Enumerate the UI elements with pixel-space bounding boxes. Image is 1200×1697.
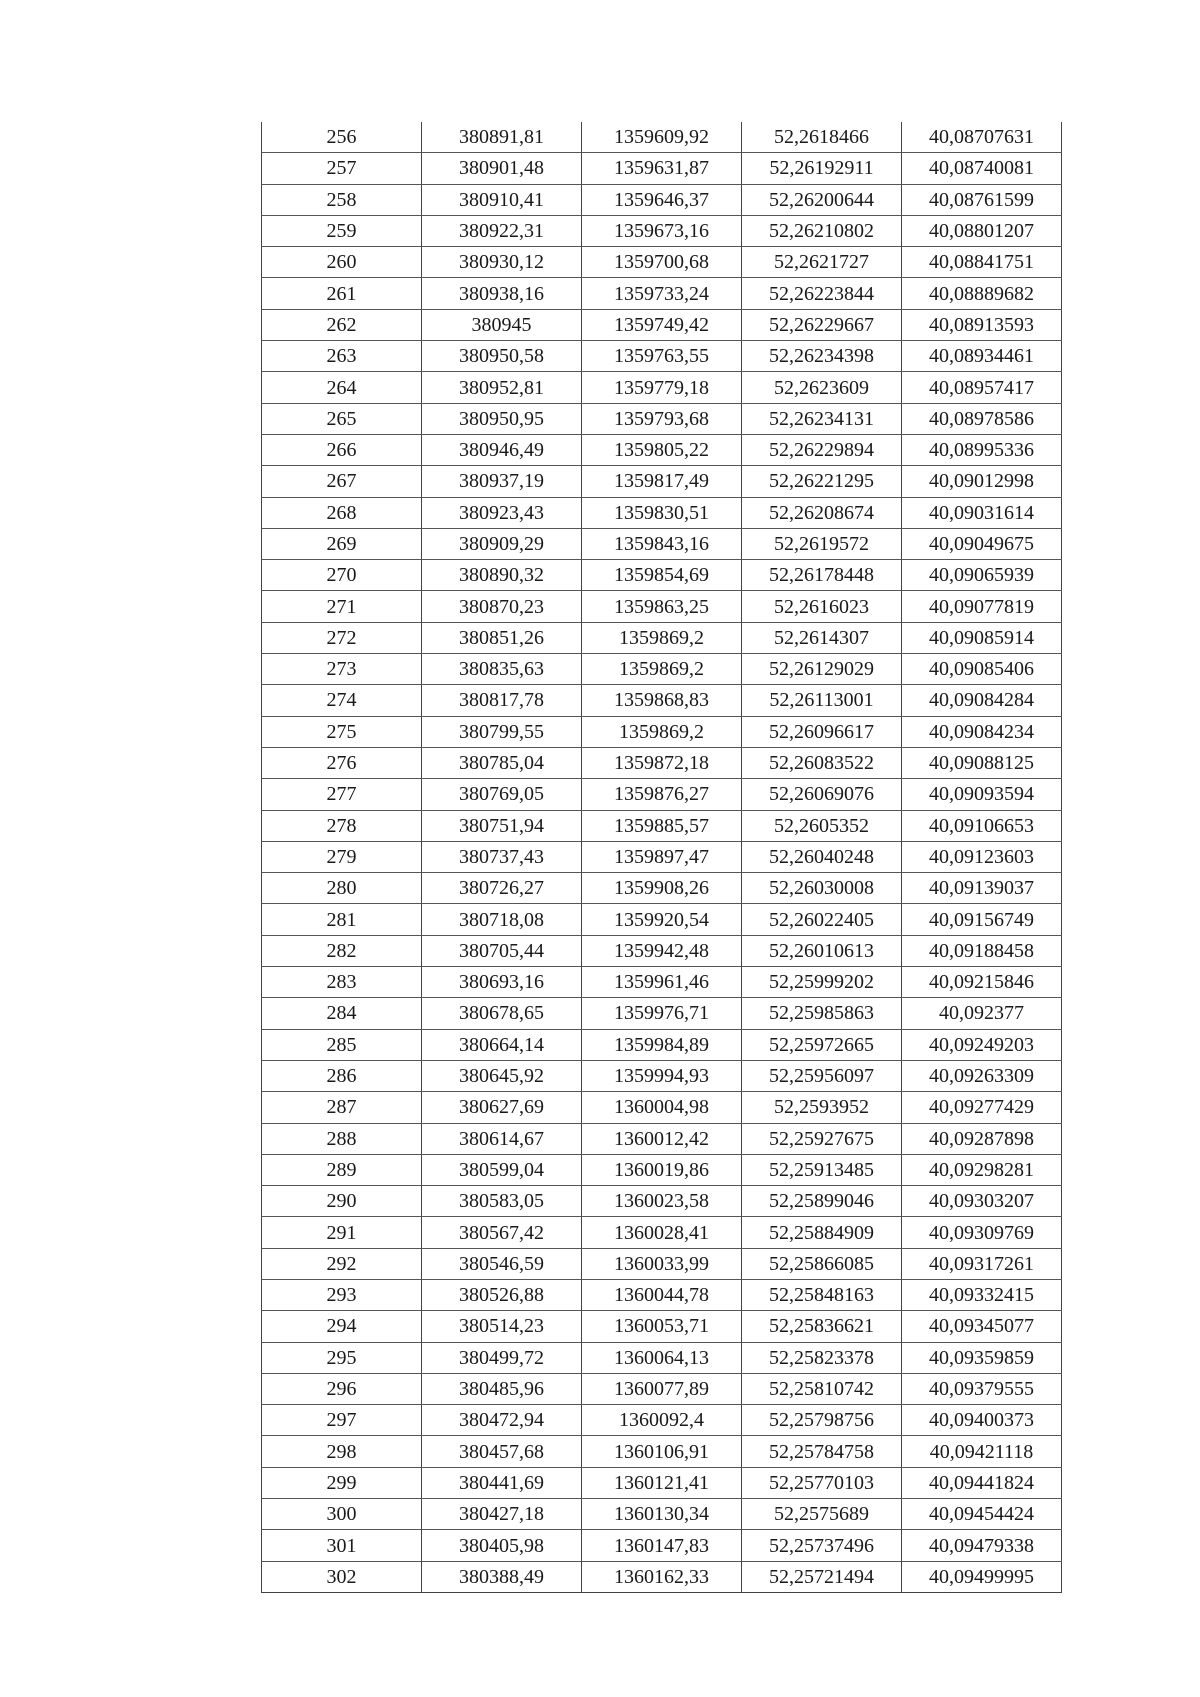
longitude-cell: 40,09400373 bbox=[902, 1405, 1062, 1436]
latitude-cell: 52,25836621 bbox=[742, 1311, 902, 1342]
table-row bbox=[262, 1499, 1062, 1530]
y-coordinate-cell: 1359854,69 bbox=[582, 560, 742, 591]
table-row bbox=[262, 1342, 1062, 1373]
table-row bbox=[262, 841, 1062, 872]
y-coordinate-cell: 1360130,34 bbox=[582, 1499, 742, 1530]
latitude-cell: 52,2618466 bbox=[742, 122, 902, 153]
table-row bbox=[262, 1561, 1062, 1592]
y-coordinate-cell: 1359609,92 bbox=[582, 122, 742, 153]
x-coordinate-cell: 380583,05 bbox=[422, 1186, 582, 1217]
longitude-cell: 40,09421118 bbox=[902, 1436, 1062, 1467]
y-coordinate-cell: 1359869,2 bbox=[582, 654, 742, 685]
latitude-cell: 52,26010613 bbox=[742, 935, 902, 966]
table-row bbox=[262, 873, 1062, 904]
y-coordinate-cell: 1360012,42 bbox=[582, 1123, 742, 1154]
longitude-cell: 40,09499995 bbox=[902, 1561, 1062, 1592]
table-row bbox=[262, 935, 1062, 966]
x-coordinate-cell: 380952,81 bbox=[422, 372, 582, 403]
latitude-cell: 52,25784758 bbox=[742, 1436, 902, 1467]
x-coordinate-cell: 380930,12 bbox=[422, 247, 582, 278]
y-coordinate-cell: 1359779,18 bbox=[582, 372, 742, 403]
latitude-cell: 52,25823378 bbox=[742, 1342, 902, 1373]
table-row bbox=[262, 747, 1062, 778]
latitude-cell: 52,2616023 bbox=[742, 591, 902, 622]
latitude-cell: 52,26229667 bbox=[742, 309, 902, 340]
table-row bbox=[262, 247, 1062, 278]
longitude-cell: 40,09215846 bbox=[902, 967, 1062, 998]
table-row bbox=[262, 403, 1062, 434]
y-coordinate-cell: 1359984,89 bbox=[582, 1029, 742, 1060]
longitude-cell: 40,08740081 bbox=[902, 153, 1062, 184]
point-number-cell: 277 bbox=[262, 779, 422, 810]
y-coordinate-cell: 1359897,47 bbox=[582, 841, 742, 872]
table-row bbox=[262, 215, 1062, 246]
y-coordinate-cell: 1359994,93 bbox=[582, 1060, 742, 1091]
y-coordinate-cell: 1360162,33 bbox=[582, 1561, 742, 1592]
longitude-cell: 40,09249203 bbox=[902, 1029, 1062, 1060]
point-number-cell: 281 bbox=[262, 904, 422, 935]
x-coordinate-cell: 380718,08 bbox=[422, 904, 582, 935]
latitude-cell: 52,26192911 bbox=[742, 153, 902, 184]
longitude-cell: 40,09123603 bbox=[902, 841, 1062, 872]
latitude-cell: 52,25927675 bbox=[742, 1123, 902, 1154]
point-number-cell: 260 bbox=[262, 247, 422, 278]
x-coordinate-cell: 380485,96 bbox=[422, 1373, 582, 1404]
point-number-cell: 261 bbox=[262, 278, 422, 309]
longitude-cell: 40,09441824 bbox=[902, 1467, 1062, 1498]
table-row bbox=[262, 685, 1062, 716]
x-coordinate-cell: 380664,14 bbox=[422, 1029, 582, 1060]
latitude-cell: 52,25737496 bbox=[742, 1530, 902, 1561]
point-number-cell: 274 bbox=[262, 685, 422, 716]
longitude-cell: 40,09479338 bbox=[902, 1530, 1062, 1561]
latitude-cell: 52,2623609 bbox=[742, 372, 902, 403]
x-coordinate-cell: 380693,16 bbox=[422, 967, 582, 998]
latitude-cell: 52,25798756 bbox=[742, 1405, 902, 1436]
longitude-cell: 40,092377 bbox=[902, 998, 1062, 1029]
point-number-cell: 295 bbox=[262, 1342, 422, 1373]
x-coordinate-cell: 380472,94 bbox=[422, 1405, 582, 1436]
table-row bbox=[262, 341, 1062, 372]
x-coordinate-cell: 380835,63 bbox=[422, 654, 582, 685]
y-coordinate-cell: 1359733,24 bbox=[582, 278, 742, 309]
y-coordinate-cell: 1359830,51 bbox=[582, 497, 742, 528]
point-number-cell: 266 bbox=[262, 434, 422, 465]
table-row bbox=[262, 1186, 1062, 1217]
y-coordinate-cell: 1359961,46 bbox=[582, 967, 742, 998]
table-row bbox=[262, 1530, 1062, 1561]
longitude-cell: 40,09188458 bbox=[902, 935, 1062, 966]
x-coordinate-cell: 380817,78 bbox=[422, 685, 582, 716]
x-coordinate-cell: 380950,95 bbox=[422, 403, 582, 434]
longitude-cell: 40,09298281 bbox=[902, 1154, 1062, 1185]
latitude-cell: 52,25848163 bbox=[742, 1279, 902, 1310]
y-coordinate-cell: 1359843,16 bbox=[582, 528, 742, 559]
table-row bbox=[262, 278, 1062, 309]
x-coordinate-cell: 380457,68 bbox=[422, 1436, 582, 1467]
latitude-cell: 52,2593952 bbox=[742, 1092, 902, 1123]
longitude-cell: 40,09085406 bbox=[902, 654, 1062, 685]
latitude-cell: 52,26221295 bbox=[742, 466, 902, 497]
x-coordinate-cell: 380726,27 bbox=[422, 873, 582, 904]
x-coordinate-cell: 380851,26 bbox=[422, 622, 582, 653]
coordinates-table bbox=[261, 122, 1062, 1593]
point-number-cell: 286 bbox=[262, 1060, 422, 1091]
longitude-cell: 40,08957417 bbox=[902, 372, 1062, 403]
latitude-cell: 52,26223844 bbox=[742, 278, 902, 309]
table-row bbox=[262, 372, 1062, 403]
table-row bbox=[262, 1029, 1062, 1060]
latitude-cell: 52,25999202 bbox=[742, 967, 902, 998]
longitude-cell: 40,08934461 bbox=[902, 341, 1062, 372]
y-coordinate-cell: 1359868,83 bbox=[582, 685, 742, 716]
y-coordinate-cell: 1359817,49 bbox=[582, 466, 742, 497]
longitude-cell: 40,09332415 bbox=[902, 1279, 1062, 1310]
point-number-cell: 275 bbox=[262, 716, 422, 747]
longitude-cell: 40,09454424 bbox=[902, 1499, 1062, 1530]
longitude-cell: 40,08761599 bbox=[902, 184, 1062, 215]
latitude-cell: 52,26208674 bbox=[742, 497, 902, 528]
point-number-cell: 265 bbox=[262, 403, 422, 434]
x-coordinate-cell: 380909,29 bbox=[422, 528, 582, 559]
latitude-cell: 52,26040248 bbox=[742, 841, 902, 872]
longitude-cell: 40,09085914 bbox=[902, 622, 1062, 653]
point-number-cell: 263 bbox=[262, 341, 422, 372]
y-coordinate-cell: 1360106,91 bbox=[582, 1436, 742, 1467]
latitude-cell: 52,26030008 bbox=[742, 873, 902, 904]
point-number-cell: 289 bbox=[262, 1154, 422, 1185]
x-coordinate-cell: 380870,23 bbox=[422, 591, 582, 622]
x-coordinate-cell: 380499,72 bbox=[422, 1342, 582, 1373]
table-row bbox=[262, 1123, 1062, 1154]
x-coordinate-cell: 380769,05 bbox=[422, 779, 582, 810]
x-coordinate-cell: 380645,92 bbox=[422, 1060, 582, 1091]
table-row bbox=[262, 1436, 1062, 1467]
table-row bbox=[262, 528, 1062, 559]
latitude-cell: 52,25770103 bbox=[742, 1467, 902, 1498]
point-number-cell: 287 bbox=[262, 1092, 422, 1123]
latitude-cell: 52,26113001 bbox=[742, 685, 902, 716]
latitude-cell: 52,26234131 bbox=[742, 403, 902, 434]
y-coordinate-cell: 1360004,98 bbox=[582, 1092, 742, 1123]
x-coordinate-cell: 380922,31 bbox=[422, 215, 582, 246]
x-coordinate-cell: 380405,98 bbox=[422, 1530, 582, 1561]
longitude-cell: 40,09093594 bbox=[902, 779, 1062, 810]
y-coordinate-cell: 1359863,25 bbox=[582, 591, 742, 622]
longitude-cell: 40,09012998 bbox=[902, 466, 1062, 497]
table-row bbox=[262, 1279, 1062, 1310]
x-coordinate-cell: 380567,42 bbox=[422, 1217, 582, 1248]
longitude-cell: 40,09277429 bbox=[902, 1092, 1062, 1123]
table-row bbox=[262, 1311, 1062, 1342]
y-coordinate-cell: 1359631,87 bbox=[582, 153, 742, 184]
table-row bbox=[262, 779, 1062, 810]
point-number-cell: 269 bbox=[262, 528, 422, 559]
longitude-cell: 40,09309769 bbox=[902, 1217, 1062, 1248]
table-row bbox=[262, 998, 1062, 1029]
x-coordinate-cell: 380599,04 bbox=[422, 1154, 582, 1185]
point-number-cell: 276 bbox=[262, 747, 422, 778]
point-number-cell: 285 bbox=[262, 1029, 422, 1060]
longitude-cell: 40,08841751 bbox=[902, 247, 1062, 278]
point-number-cell: 283 bbox=[262, 967, 422, 998]
longitude-cell: 40,09049675 bbox=[902, 528, 1062, 559]
table-row bbox=[262, 967, 1062, 998]
longitude-cell: 40,09263309 bbox=[902, 1060, 1062, 1091]
y-coordinate-cell: 1359673,16 bbox=[582, 215, 742, 246]
point-number-cell: 294 bbox=[262, 1311, 422, 1342]
longitude-cell: 40,09084284 bbox=[902, 685, 1062, 716]
longitude-cell: 40,09088125 bbox=[902, 747, 1062, 778]
point-number-cell: 267 bbox=[262, 466, 422, 497]
latitude-cell: 52,26200644 bbox=[742, 184, 902, 215]
y-coordinate-cell: 1359872,18 bbox=[582, 747, 742, 778]
y-coordinate-cell: 1359646,37 bbox=[582, 184, 742, 215]
y-coordinate-cell: 1359908,26 bbox=[582, 873, 742, 904]
longitude-cell: 40,09287898 bbox=[902, 1123, 1062, 1154]
longitude-cell: 40,08707631 bbox=[902, 122, 1062, 153]
latitude-cell: 52,25899046 bbox=[742, 1186, 902, 1217]
x-coordinate-cell: 380799,55 bbox=[422, 716, 582, 747]
latitude-cell: 52,25866085 bbox=[742, 1248, 902, 1279]
table-row bbox=[262, 1467, 1062, 1498]
table-row bbox=[262, 122, 1062, 153]
latitude-cell: 52,25810742 bbox=[742, 1373, 902, 1404]
x-coordinate-cell: 380946,49 bbox=[422, 434, 582, 465]
y-coordinate-cell: 1360028,41 bbox=[582, 1217, 742, 1248]
x-coordinate-cell: 380923,43 bbox=[422, 497, 582, 528]
y-coordinate-cell: 1360077,89 bbox=[582, 1373, 742, 1404]
point-number-cell: 270 bbox=[262, 560, 422, 591]
latitude-cell: 52,26129029 bbox=[742, 654, 902, 685]
point-number-cell: 300 bbox=[262, 1499, 422, 1530]
latitude-cell: 52,26083522 bbox=[742, 747, 902, 778]
table-row bbox=[262, 904, 1062, 935]
y-coordinate-cell: 1359793,68 bbox=[582, 403, 742, 434]
x-coordinate-cell: 380678,65 bbox=[422, 998, 582, 1029]
y-coordinate-cell: 1359869,2 bbox=[582, 622, 742, 653]
longitude-cell: 40,09345077 bbox=[902, 1311, 1062, 1342]
point-number-cell: 259 bbox=[262, 215, 422, 246]
latitude-cell: 52,26210802 bbox=[742, 215, 902, 246]
point-number-cell: 288 bbox=[262, 1123, 422, 1154]
point-number-cell: 282 bbox=[262, 935, 422, 966]
table-row bbox=[262, 591, 1062, 622]
y-coordinate-cell: 1359749,42 bbox=[582, 309, 742, 340]
y-coordinate-cell: 1360023,58 bbox=[582, 1186, 742, 1217]
table-row bbox=[262, 1217, 1062, 1248]
point-number-cell: 271 bbox=[262, 591, 422, 622]
point-number-cell: 268 bbox=[262, 497, 422, 528]
table-row bbox=[262, 153, 1062, 184]
y-coordinate-cell: 1360044,78 bbox=[582, 1279, 742, 1310]
latitude-cell: 52,25972665 bbox=[742, 1029, 902, 1060]
latitude-cell: 52,26234398 bbox=[742, 341, 902, 372]
longitude-cell: 40,08889682 bbox=[902, 278, 1062, 309]
point-number-cell: 296 bbox=[262, 1373, 422, 1404]
latitude-cell: 52,26096617 bbox=[742, 716, 902, 747]
point-number-cell: 298 bbox=[262, 1436, 422, 1467]
table-row bbox=[262, 654, 1062, 685]
y-coordinate-cell: 1360033,99 bbox=[582, 1248, 742, 1279]
x-coordinate-cell: 380526,88 bbox=[422, 1279, 582, 1310]
latitude-cell: 52,2605352 bbox=[742, 810, 902, 841]
point-number-cell: 280 bbox=[262, 873, 422, 904]
point-number-cell: 297 bbox=[262, 1405, 422, 1436]
point-number-cell: 278 bbox=[262, 810, 422, 841]
latitude-cell: 52,25721494 bbox=[742, 1561, 902, 1592]
point-number-cell: 256 bbox=[262, 122, 422, 153]
x-coordinate-cell: 380737,43 bbox=[422, 841, 582, 872]
y-coordinate-cell: 1359763,55 bbox=[582, 341, 742, 372]
y-coordinate-cell: 1360019,86 bbox=[582, 1154, 742, 1185]
longitude-cell: 40,09156749 bbox=[902, 904, 1062, 935]
x-coordinate-cell: 380514,23 bbox=[422, 1311, 582, 1342]
point-number-cell: 279 bbox=[262, 841, 422, 872]
x-coordinate-cell: 380938,16 bbox=[422, 278, 582, 309]
longitude-cell: 40,08978586 bbox=[902, 403, 1062, 434]
latitude-cell: 52,26178448 bbox=[742, 560, 902, 591]
table-row bbox=[262, 1092, 1062, 1123]
coordinates-table-body bbox=[262, 122, 1062, 1592]
latitude-cell: 52,25956097 bbox=[742, 1060, 902, 1091]
longitude-cell: 40,09084234 bbox=[902, 716, 1062, 747]
table-row bbox=[262, 466, 1062, 497]
y-coordinate-cell: 1359942,48 bbox=[582, 935, 742, 966]
longitude-cell: 40,09359859 bbox=[902, 1342, 1062, 1373]
longitude-cell: 40,09379555 bbox=[902, 1373, 1062, 1404]
latitude-cell: 52,2619572 bbox=[742, 528, 902, 559]
table-row bbox=[262, 184, 1062, 215]
latitude-cell: 52,26229894 bbox=[742, 434, 902, 465]
x-coordinate-cell: 380627,69 bbox=[422, 1092, 582, 1123]
point-number-cell: 290 bbox=[262, 1186, 422, 1217]
table-row bbox=[262, 560, 1062, 591]
y-coordinate-cell: 1360121,41 bbox=[582, 1467, 742, 1498]
y-coordinate-cell: 1360064,13 bbox=[582, 1342, 742, 1373]
y-coordinate-cell: 1359885,57 bbox=[582, 810, 742, 841]
x-coordinate-cell: 380388,49 bbox=[422, 1561, 582, 1592]
longitude-cell: 40,08913593 bbox=[902, 309, 1062, 340]
y-coordinate-cell: 1360092,4 bbox=[582, 1405, 742, 1436]
table-row bbox=[262, 434, 1062, 465]
x-coordinate-cell: 380785,04 bbox=[422, 747, 582, 778]
point-number-cell: 264 bbox=[262, 372, 422, 403]
x-coordinate-cell: 380891,81 bbox=[422, 122, 582, 153]
table-row bbox=[262, 497, 1062, 528]
y-coordinate-cell: 1359700,68 bbox=[582, 247, 742, 278]
point-number-cell: 273 bbox=[262, 654, 422, 685]
table-row bbox=[262, 810, 1062, 841]
latitude-cell: 52,2614307 bbox=[742, 622, 902, 653]
longitude-cell: 40,09139037 bbox=[902, 873, 1062, 904]
longitude-cell: 40,09065939 bbox=[902, 560, 1062, 591]
table-row bbox=[262, 622, 1062, 653]
point-number-cell: 272 bbox=[262, 622, 422, 653]
table-row bbox=[262, 1060, 1062, 1091]
point-number-cell: 258 bbox=[262, 184, 422, 215]
longitude-cell: 40,09031614 bbox=[902, 497, 1062, 528]
x-coordinate-cell: 380910,41 bbox=[422, 184, 582, 215]
x-coordinate-cell: 380890,32 bbox=[422, 560, 582, 591]
point-number-cell: 284 bbox=[262, 998, 422, 1029]
x-coordinate-cell: 380945 bbox=[422, 309, 582, 340]
x-coordinate-cell: 380614,67 bbox=[422, 1123, 582, 1154]
point-number-cell: 262 bbox=[262, 309, 422, 340]
point-number-cell: 301 bbox=[262, 1530, 422, 1561]
table-row bbox=[262, 1373, 1062, 1404]
x-coordinate-cell: 380937,19 bbox=[422, 466, 582, 497]
y-coordinate-cell: 1360053,71 bbox=[582, 1311, 742, 1342]
y-coordinate-cell: 1359805,22 bbox=[582, 434, 742, 465]
table-row bbox=[262, 309, 1062, 340]
latitude-cell: 52,25985863 bbox=[742, 998, 902, 1029]
longitude-cell: 40,09077819 bbox=[902, 591, 1062, 622]
latitude-cell: 52,25884909 bbox=[742, 1217, 902, 1248]
y-coordinate-cell: 1359920,54 bbox=[582, 904, 742, 935]
y-coordinate-cell: 1359869,2 bbox=[582, 716, 742, 747]
table-row bbox=[262, 1154, 1062, 1185]
longitude-cell: 40,09303207 bbox=[902, 1186, 1062, 1217]
table-row bbox=[262, 1248, 1062, 1279]
latitude-cell: 52,2575689 bbox=[742, 1499, 902, 1530]
y-coordinate-cell: 1359976,71 bbox=[582, 998, 742, 1029]
point-number-cell: 292 bbox=[262, 1248, 422, 1279]
x-coordinate-cell: 380950,58 bbox=[422, 341, 582, 372]
x-coordinate-cell: 380427,18 bbox=[422, 1499, 582, 1530]
latitude-cell: 52,26022405 bbox=[742, 904, 902, 935]
point-number-cell: 302 bbox=[262, 1561, 422, 1592]
latitude-cell: 52,2621727 bbox=[742, 247, 902, 278]
point-number-cell: 299 bbox=[262, 1467, 422, 1498]
x-coordinate-cell: 380901,48 bbox=[422, 153, 582, 184]
longitude-cell: 40,09106653 bbox=[902, 810, 1062, 841]
point-number-cell: 257 bbox=[262, 153, 422, 184]
table-row bbox=[262, 1405, 1062, 1436]
longitude-cell: 40,08801207 bbox=[902, 215, 1062, 246]
latitude-cell: 52,25913485 bbox=[742, 1154, 902, 1185]
point-number-cell: 291 bbox=[262, 1217, 422, 1248]
longitude-cell: 40,08995336 bbox=[902, 434, 1062, 465]
x-coordinate-cell: 380441,69 bbox=[422, 1467, 582, 1498]
point-number-cell: 293 bbox=[262, 1279, 422, 1310]
x-coordinate-cell: 380546,59 bbox=[422, 1248, 582, 1279]
longitude-cell: 40,09317261 bbox=[902, 1248, 1062, 1279]
y-coordinate-cell: 1359876,27 bbox=[582, 779, 742, 810]
y-coordinate-cell: 1360147,83 bbox=[582, 1530, 742, 1561]
latitude-cell: 52,26069076 bbox=[742, 779, 902, 810]
table-row bbox=[262, 716, 1062, 747]
x-coordinate-cell: 380751,94 bbox=[422, 810, 582, 841]
x-coordinate-cell: 380705,44 bbox=[422, 935, 582, 966]
